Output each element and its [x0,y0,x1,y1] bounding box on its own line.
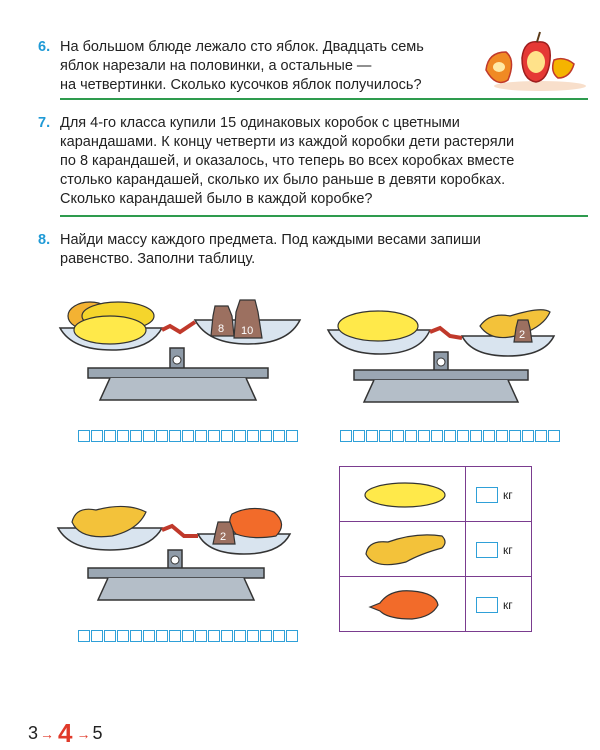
arrow-right-icon: → [40,725,55,742]
table-row-melon [340,467,531,522]
weight-label: 2 [519,329,526,341]
task-line: Сколько карандашей было в каждой коробке? [60,191,373,207]
answer-boxes[interactable] [78,430,299,442]
unit-label: кг [503,543,513,557]
task-number: 8. [38,232,51,248]
answer-boxes[interactable] [78,630,299,642]
mass-table [339,466,532,632]
task-line: по 8 карандашей, и оказалось, что теперь во всех коробках вместе [60,153,515,169]
weight-label: 2 [220,531,227,543]
pumpkin-icon [366,585,446,621]
scale-3 [52,500,302,618]
current-page: 4 [58,718,73,748]
next-page[interactable]: 5 [92,723,103,743]
melon-icon [360,481,450,509]
task-line: Для 4-го класса купили 15 одинаковых коробок с цветными [60,115,460,131]
table-divider [465,467,466,631]
answer-box[interactable] [476,487,498,503]
answer-box[interactable] [476,597,498,613]
unit-label: кг [503,488,513,502]
task-7 [38,114,590,209]
arrow-right-icon: → [76,725,91,742]
scale-2 [322,300,562,418]
weight-label: 8 [218,323,225,335]
answer-boxes[interactable] [340,430,561,442]
task-line: карандашами. К концу четверти из каждой коробки дети растеряли [60,134,515,150]
weight-label: 10 [241,325,254,337]
task-8 [38,231,590,269]
task-number: 6. [38,39,51,55]
task-line: на четвертинки. Сколько кусочков яблок получилось? [60,77,422,93]
divider [60,98,588,100]
table-row-squash [340,522,531,577]
squash-icon [362,528,452,568]
task-line: яблок нарезали на половинки, а остальные — [60,58,372,74]
task-line: Найди массу каждого предмета. Под каждыми весами запиши [60,232,481,248]
task-6 [38,38,460,95]
answer-box[interactable] [476,542,498,558]
task-line: На большом блюде лежало сто яблок. Двадцать семь [60,39,424,55]
table-row-pumpkin [340,577,531,632]
prev-page[interactable]: 3 [28,723,39,743]
task-number: 7. [38,115,51,131]
apple-illustration [478,30,588,92]
divider [60,215,588,217]
task-line: столько карандашей, сколько их было раньше в девяти коробках. [60,172,506,188]
unit-label: кг [503,598,513,612]
page-number [28,718,103,749]
scale-1 [50,288,310,418]
task-line: равенство. Заполни таблицу. [60,251,256,267]
